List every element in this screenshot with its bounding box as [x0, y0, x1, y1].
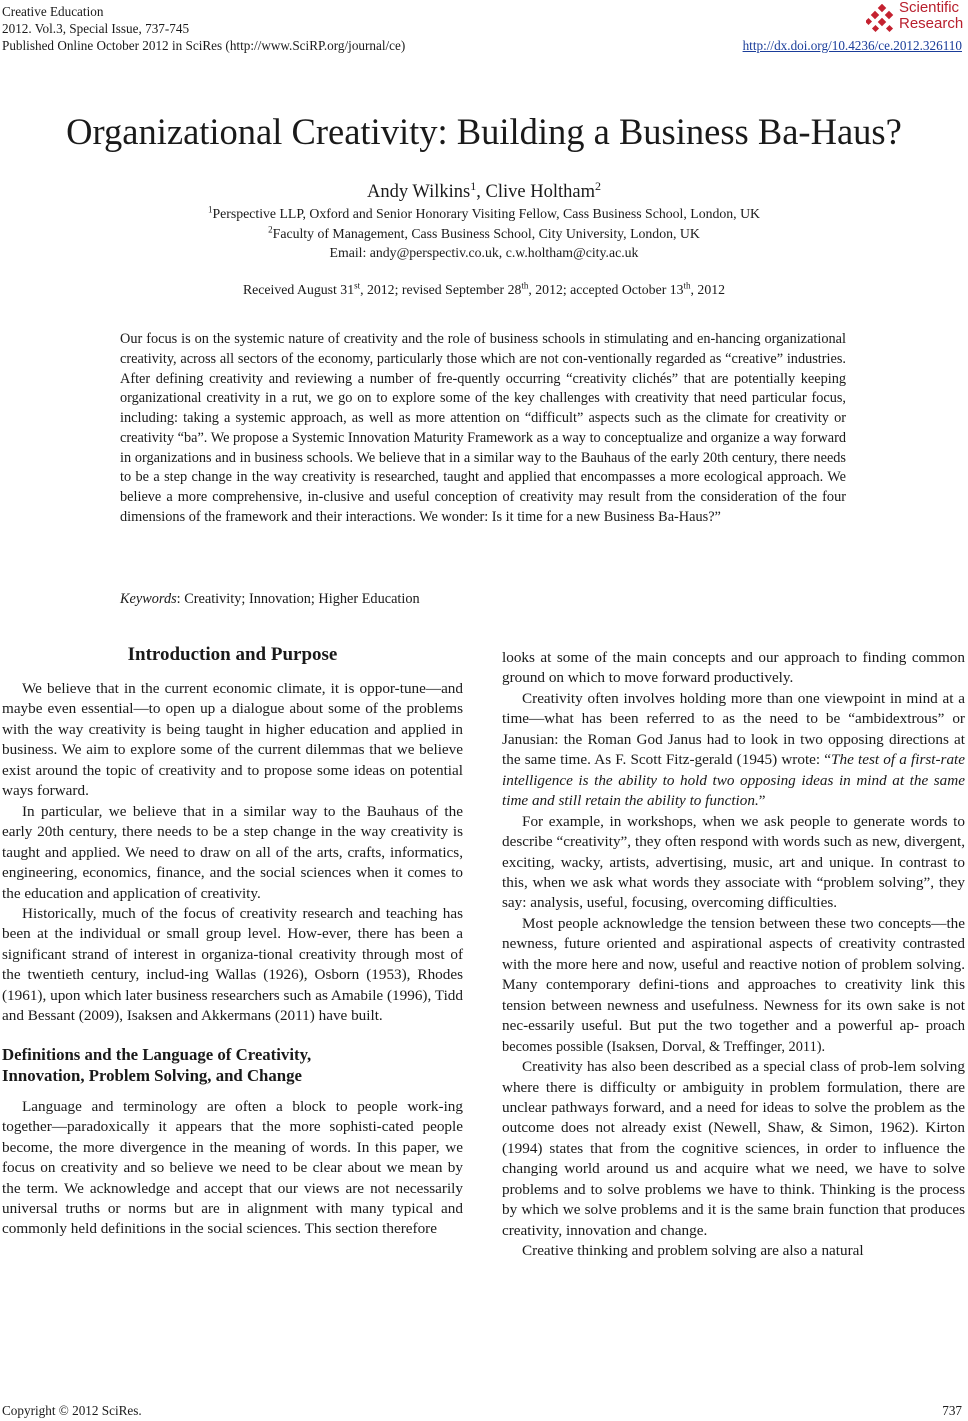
heading-line-1: Definitions and the Language of Creativity, [2, 1044, 312, 1064]
affiliation-2 [0, 226, 968, 242]
author-line [0, 178, 968, 203]
publisher-logo [866, 0, 966, 36]
paragraph-8-citation: proach becomes possible (Isaksen, Dorval, & Treffinger, 2011). [502, 1018, 965, 1055]
affiliation-2-number: 2 [268, 224, 273, 235]
journal-issue: 2012. Vol.3, Special Issue, 737-745 [2, 20, 190, 36]
publication-info: Published Online October 2012 in SciRes (http://www.SciRP.org/journal/ce) [2, 37, 406, 53]
journal-header [2, 4, 405, 54]
paper-title: Organizational Creativity: Building a Business Ba-Haus? [66, 111, 902, 152]
accepted-ordinal: th [683, 280, 691, 291]
paragraph-6-text: Creativity often involves holding more than one viewpoint in mind at a time—what has been referred to as the need to be “ambidextrous” or Janusian: the Roman God Janus had to look in two opposing directions at the same time. As F. Scott Fitz-gerald (1945) wrote: “ [502, 689, 965, 769]
author-1: Andy Wilkins [367, 182, 471, 202]
paragraph-7: For example, in workshops, when we ask people to generate words to describe “creativity”, they often respond with words such as new, divergent, exciting, wacky, artists, advertising, music, art and unique. In contrast to this, when we ask what words they associate with “problem solving”, they say: analysis, useful, focusing, overcoming difficulties. [502, 812, 965, 912]
scientific-research-logo-icon [866, 4, 898, 34]
right-column [502, 648, 965, 1262]
received-text: Received August 31 [242, 282, 355, 297]
revised-text: , 2012; revised September 28 [360, 282, 522, 297]
doi-link[interactable]: http://dx.doi.org/10.4236/ce.2012.326110 [742, 38, 962, 53]
logo-text [899, 0, 963, 32]
paragraph-8 [502, 914, 965, 1057]
author-2: Clive Holtham [485, 182, 595, 202]
year-text: , 2012 [690, 282, 726, 297]
received-ordinal: st [354, 280, 361, 291]
section-heading-introduction: Introduction and Purpose [127, 644, 338, 665]
heading-line-2: Innovation, Problem Solving, and Change [2, 1066, 302, 1086]
paragraph-2: In particular, we believe that in a similar way to the Bauhaus of the early 20th century, there needs to be a step change in the way creativity is taught and applied. We need to draw on all of the arts, crafts, informatics, engineering, economics, finance, and the social sciences when it comes to the education and application of creativity. [2, 802, 463, 902]
paragraph-6 [502, 689, 965, 812]
paragraph-10: Creative thinking and problem solving are also a natural [522, 1242, 864, 1260]
author-separator: , [476, 182, 486, 202]
paragraph-8-text: Most people acknowledge the tension between these two concepts—the newness, future oriented and aspirational aspects of creativity contrasted with the more here and now, useful and reactive notion of problem solving. Many contemporary defini-tions and approaches to creativity link this tension between newness and usefulness. Newness for its own sake is not nec-essarily useful. But put the two together and a powerful ap- [502, 914, 965, 1035]
affiliation-1-number: 1 [207, 204, 213, 215]
author-1-affil: 1 [470, 178, 477, 193]
keywords [120, 591, 420, 608]
section-heading-definitions [2, 1044, 463, 1087]
copyright-notice: Copyright © 2012 SciRes. [2, 1403, 142, 1418]
logo-line-1: Scientific [899, 0, 960, 16]
paragraph-1: We believe that in the current economic climate, it is oppor-tune—and maybe even essential—to open up a dialogue about some of the problems with the way creativity is being taught in higher education and applied in business. We aim to explore some of the current dilemmas that we believe exist around the topic of creativity and to propose some ideas on potential ways forward. [2, 680, 463, 800]
affiliation-2-text: Faculty of Management, Cass Business School, City University, London, UK [272, 226, 700, 241]
affiliation-1 [0, 206, 968, 222]
keywords-list: : Creativity; Innovation; Higher Education [176, 591, 420, 607]
author-emails: Email: andy@perspectiv.co.uk, c.w.holtham@city.ac.uk [329, 245, 639, 260]
accepted-text: , 2012; accepted October 13 [528, 282, 684, 297]
abstract: Our focus is on the systemic nature of creativity and the role of business schools in stimulating and en-hancing organizational creativity, across all sectors of the economy, particularly those which are not con-ventionally regarded as “creative” industries. After defining creativity and reviewing a number of fre-quently occurring “creativity clichés” that are potentially keeping organizational creativity in a rut, we go on to explore some of the key challenges with creativity that need particular focus, including: taking a systemic approach, as well as more attention on “difficult” aspects such as the climate for creativity or creativity “ba”. We propose a Systemic Innovation Maturity Framework as a way to conceptualize and organize a way forward in organizations and in business schools. We believe that in a similar way to the Bauhaus of the early 20th century, there needs to be a step change in the way creativity is researched, taught and applied that encompasses a more ecological approach. We believe a more comprehensive, in-clusive and useful conception of creativity may result from the consideration of the four dimensions of the framework and their interactions. We wonder: Is it time for a new Business Ba-Haus?” [120, 331, 846, 525]
page-number: 737 [942, 1403, 962, 1418]
author-2-affil: 2 [594, 178, 601, 193]
fitzgerald-quote: The test of a first-rate intelligence is the ability to hold two opposing ideas in mind at the same time and still retain the ability to function. [502, 751, 966, 810]
logo-line-2: Research [899, 15, 964, 32]
keywords-label: Keywords [120, 591, 177, 607]
paragraph-6-close: ” [758, 792, 766, 810]
revised-ordinal: th [521, 280, 529, 291]
paragraph-3: Historically, much of the focus of creativity research and teaching has been at the individual or small group level. How-ever, there has been a significant strand of interest in organiza-tional creativity through most of the twentieth century, includ-ing Wallas (1926), Osborn (1953), Rhodes (1961), upon which later business researchers such as Amabile (1996), Tidd and Bessant (2009), Isaksen and Akkermans (2011) have built. [2, 904, 463, 1025]
received-dates [0, 282, 968, 298]
left-column [2, 643, 463, 1240]
paragraph-9: Creativity has also been described as a special class of prob-lem solving where there is difficulty or ambiguity in problem formulation, there are unclear pathways forward, and a need for ideas to solve the problem as the outcome does not already exist (Newell, Shaw, & Simon, 1962). Kirton (1994) states that from the cognitive sciences, in order to influence the changing world around us and acquire what we need, we have to solve problems and to solve problems we have to think. Thinking is the process by which we solve problems and it is the same brain function that produces creativity, innovation and change. [502, 1058, 965, 1239]
paragraph-5: looks at some of the main concepts and our approach to finding common ground on which to move forward productively. [502, 649, 965, 687]
journal-name: Creative Education [2, 4, 104, 19]
affiliation-1-text: Perspective LLP, Oxford and Senior Honorary Visiting Fellow, Cass Business School, London, UK [212, 206, 761, 221]
paragraph-4: Language and terminology are often a block to people work-ing together—paradoxically it appears that the more sophisti-cated people become, the more divergence in the meaning of words. In this paper, we focus on creativity and so believe we need to be clear about we mean by the term. We acknowledge and accept that our views are not necessarily universal truths or norms but are in alignment with many typical and commonly held definitions in the social sciences. This section therefore [2, 1097, 463, 1238]
